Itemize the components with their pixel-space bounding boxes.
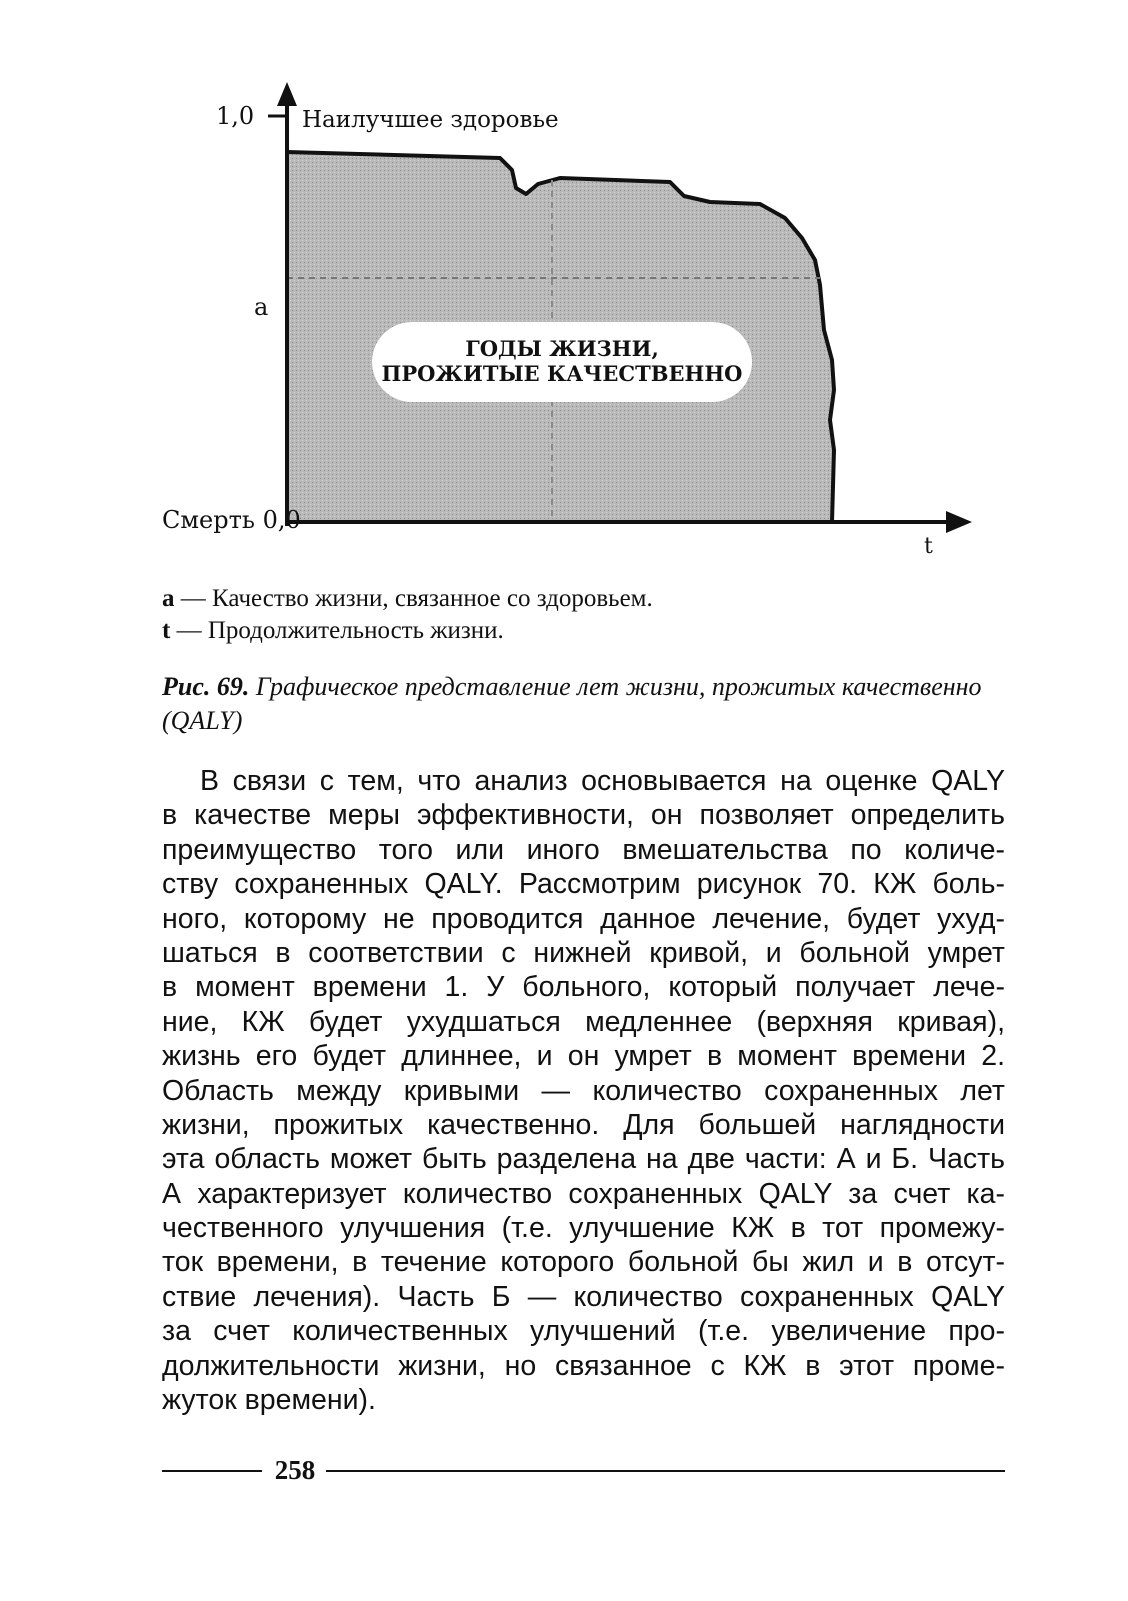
death-label: Смерть 0,0 xyxy=(162,506,301,534)
body-line: В связи с тем, что анализ основывается на оценке QALY xyxy=(200,765,1005,797)
body-line: шаться в соответствии с нижней кривой, и больной умрет xyxy=(162,936,1005,969)
legend-t xyxy=(162,614,504,647)
legend-t-key: t xyxy=(162,617,171,644)
body-line: ного, которому не проводится данное лечение, будет ухуд- xyxy=(162,902,1005,935)
body-line: в качестве меры эффективности, он позволяет определить xyxy=(162,799,1005,832)
body-line: за счет количественных улучшений (т.е. увеличение про- xyxy=(162,1315,1005,1348)
body-line: ству сохраненных QALY. Рассмотрим рисунок 70. КЖ боль- xyxy=(162,868,1005,901)
body-line: эта область может быть разделена на две части: А и Б. Часть xyxy=(162,1143,1005,1176)
y-axis-arrow xyxy=(277,82,297,106)
caption-text: Графическое представление лет жизни, прожитых качественно (QALY) xyxy=(162,672,982,735)
body-line: Область между кривыми — количество сохраненных лет xyxy=(162,1074,1005,1107)
area-label-line2: ПРОЖИТЫЕ КАЧЕСТВЕННО xyxy=(381,361,743,386)
y-mid-tick-label: а xyxy=(254,293,269,321)
x-axis-arrow xyxy=(946,511,972,533)
legend-a-key: а xyxy=(162,585,175,612)
body-line: ток времени, в течение которого больной бы жил и в отсут- xyxy=(162,1246,1005,1279)
body-paragraph xyxy=(162,764,1005,1417)
body-line: должительности жизни, но связанное с КЖ в этот проме- xyxy=(162,1349,1005,1382)
body-line: жуток времени). xyxy=(162,1384,376,1417)
legend-a xyxy=(162,582,653,615)
legend-t-text: — Продолжительность жизни. xyxy=(170,617,504,644)
figure-caption xyxy=(162,670,1022,738)
body-line: преимущество того или иного вмешательства по количе- xyxy=(162,833,1005,866)
body-line: жизнь его будет длиннее, и он умрет в момент времени 2. xyxy=(162,1040,1005,1073)
x-axis-label: t xyxy=(924,534,933,559)
body-line: в момент времени 1. У больного, который получает лече- xyxy=(162,971,1005,1004)
body-line: ствие лечения). Часть Б — количество сохраненных QALY xyxy=(162,1280,1005,1313)
body-line: ние, КЖ будет ухудшаться медленнее (верхняя кривая), xyxy=(162,1005,1005,1038)
page-number: 258 xyxy=(274,1455,316,1485)
footer-rule-right xyxy=(326,1470,1005,1472)
qaly-figure xyxy=(140,70,1020,580)
best-health-label: Наилучшее здоровье xyxy=(302,107,559,133)
y-top-tick-label: 1,0 xyxy=(216,102,255,130)
body-line: чественного улучшения (т.е. улучшение КЖ в тот промежу- xyxy=(162,1212,1005,1245)
area-label-line1: ГОДЫ ЖИЗНИ, xyxy=(465,336,659,361)
footer-rule-left xyxy=(162,1470,262,1472)
caption-label: Рис. 69. xyxy=(162,672,250,701)
legend-a-text: — Качество жизни, связанное со здоровьем. xyxy=(174,585,653,612)
page-footer xyxy=(162,1452,1005,1492)
body-line: жизни, прожитых качественно. Для большей наглядности xyxy=(162,1108,1005,1141)
body-line: А характеризует количество сохраненных QALY за счет ка- xyxy=(162,1177,1005,1210)
